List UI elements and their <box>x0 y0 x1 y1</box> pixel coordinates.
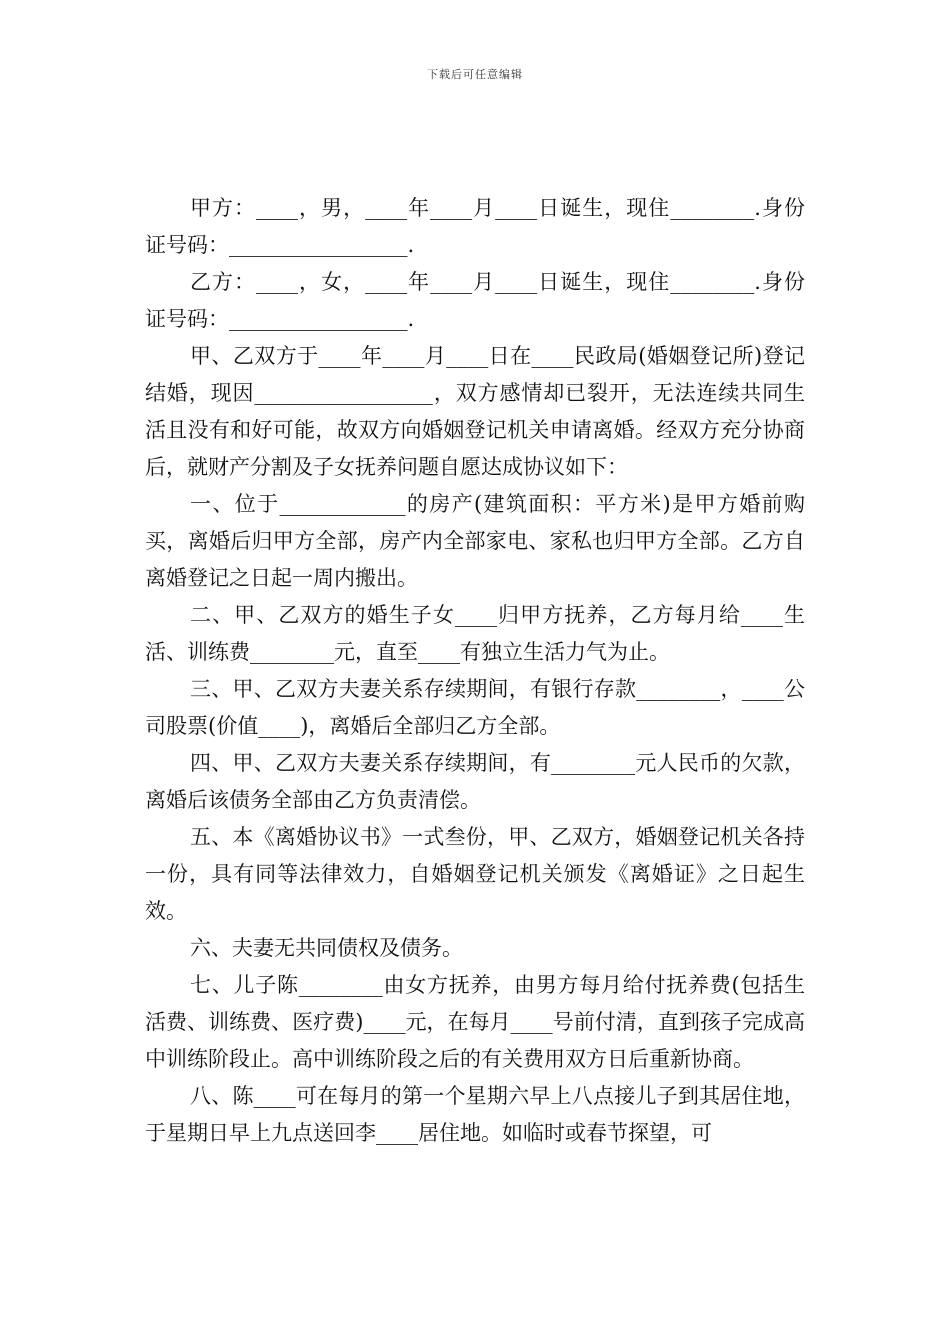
paragraph-party-a: 甲方：____，男，____年____月____日诞生，现住________.身份证号码：_________________. <box>145 196 805 257</box>
paragraph-clause-4: 四、甲、乙双方夫妻关系存续期间，有________元人民币的欠款，离婚后该债务全部由乙方负责清偿。 <box>145 751 805 812</box>
paragraph-clause-7: 七、儿子陈________由女方抚养，由男方每月给付抚养费(包括生活费、训练费、医疗费)____元，在每月____号前付清，直到孩子完成高中训练阶段止。高中训练阶段之后的有关费用双方日后重新协商。 <box>145 973 805 1071</box>
paragraph-preamble: 甲、乙双方于____年____月____日在____民政局(婚姻登记所)登记结婚，现因_________________，双方感情却已裂开，无法连续共同生活且没有和好可能，故双方向婚姻登记机关申请离婚。经双方充分协商后，就财产分割及子女抚养问题自愿达成协议如下： <box>145 344 805 479</box>
paragraph-party-b: 乙方：____，女，____年____月____日诞生，现住________.身份证号码：_________________. <box>145 270 805 331</box>
paragraph-clause-8: 八、陈____可在每月的第一个星期六早上八点接儿子到其居住地，于星期日早上九点送回李____居住地。如临时或春节探望，可 <box>145 1084 805 1145</box>
paragraph-clause-5: 五、本《离婚协议书》一式叁份，甲、乙双方，婚姻登记机关各持一份，具有同等法律效力，自婚姻登记机关颁发《离婚证》之日起生效。 <box>145 825 805 923</box>
paragraph-clause-2: 二、甲、乙双方的婚生子女____归甲方抚养，乙方每月给____生活、训练费________元，直至____有独立生活力气为止。 <box>145 603 805 664</box>
paragraph-clause-6: 六、夫妻无共同债权及债务。 <box>190 936 463 960</box>
paragraph-clause-1: 一、位于____________的房产(建筑面积：平方米)是甲方婚前购买，离婚后归甲方全部，房产内全部家电、家私也归甲方全部。乙方自离婚登记之日起一周内搬出。 <box>145 492 805 590</box>
header-note: 下载后可任意编辑 <box>427 68 523 81</box>
paragraph-clause-3: 三、甲、乙双方夫妻关系存续期间，有银行存款________，____公司股票(价值____)，离婚后全部归乙方全部。 <box>145 677 805 738</box>
document-body <box>145 190 805 1152</box>
